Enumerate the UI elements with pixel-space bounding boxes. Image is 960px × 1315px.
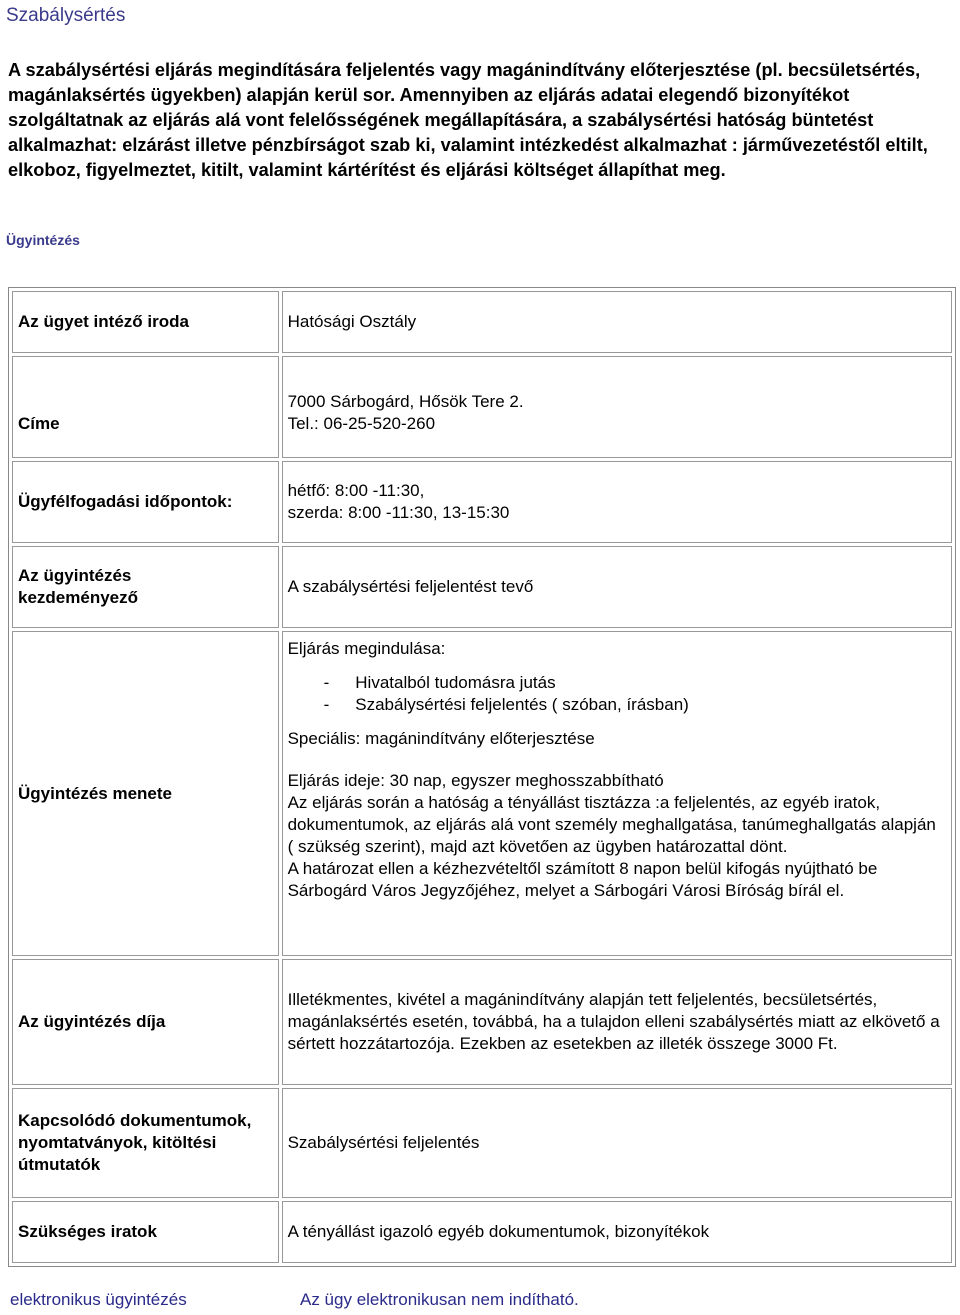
info-table [8,287,956,1267]
table-row-process [12,631,952,956]
address-value [282,356,952,458]
electronic-admin-value: Az ügy elektronikusan nem indítható. [300,1290,579,1309]
table-row-required [12,1201,952,1263]
office-value: Hatósági Osztály [282,291,952,353]
process-duration: Eljárás ideje: 30 nap, egyszer meghosszabbítható [287,771,664,790]
list-item: - Hivatalból tudomásra jutás [323,673,556,692]
address-label: Címe [12,356,279,458]
table-row-fee [12,959,952,1085]
initiator-label: Az ügyintézés kezdeményező [12,546,279,628]
process-label: Ügyintézés menete [12,631,279,956]
table-row-hours [12,461,952,543]
table-row-initiator [12,546,952,628]
fee-label: Az ügyintézés díja [12,959,279,1085]
hours-line: hétfő: 8:00 -11:30, [287,481,425,500]
initiator-value: A szabálysértési feljelentést tevő [282,546,952,628]
docs-value: Szabálysértési feljelentés [282,1088,952,1198]
docs-label: Kapcsolódó dokumentumok, nyomtatványok, kitöltési útmutatók [12,1088,279,1198]
list-item: - Szabálysértési feljelentés ( szóban, írásban) [323,695,689,714]
table-row-docs [12,1088,952,1198]
table-row-office [12,291,952,353]
electronic-admin-label: elektronikus ügyintézés [10,1290,187,1309]
hours-label: Ügyfélfogadási időpontok: [12,461,279,543]
office-label: Az ügyet intéző iroda [12,291,279,353]
section-label: Ügyintézés [6,232,80,248]
hours-line: szerda: 8:00 -11:30, 13-15:30 [287,503,510,522]
hours-value [282,461,952,543]
process-detail: Az eljárás során a hatóság a tényállást tisztázza :a feljelentés, az egyéb iratok, dokumentumok, az eljárás alá vont személy meghallgatása, tanúmeghallgatás alapján ( szükség szerint), majd azt követően az ügyben határozattal dönt. [287,793,936,856]
fee-value: Illetékmentes, kivétel a magánindítvány alapján tett feljelentés, becsületsértés, magánlaksértés esetén, továbbá, ha a tulajdon elleni szabálysértés miatt az elkövető a sértett hozzátartozója. Ezekben az esetekben az illeték összege 3000 Ft. [282,959,952,1085]
address-line: 7000 Sárbogárd, Hősök Tere 2. [287,392,524,411]
process-special: Speciális: magánindítvány előterjesztése [287,729,595,748]
page-title: Szabálysértés [6,5,126,26]
process-value [282,631,952,956]
required-value: A tényállást igazoló egyéb dokumentumok, bizonyítékok [282,1201,952,1263]
process-appeal: A határozat ellen a kézhezvételtől számított 8 napon belül kifogás nyújtható be Sárbogárd Város Jegyzőjéhez, melyet a Sárbogári Városi Bíróság bírál el. [287,859,878,900]
intro-paragraph: A szabálysértési eljárás megindítására feljelentés vagy magánindítvány előterjesztése (pl. becsületsértés, magánlaksértés ügyekben) alapján kerül sor. Amennyiben az eljárás adatai elegendő bizonyítékot szolgáltatnak az eljárás alá vont felelősségének megállapítására, a szabálysértési hatóság büntetést alkalmazhat: elzárást illetve pénzbírságot szab ki, valamint intézkedést alkalmazhat : járművezetéstől eltilt, elkoboz, figyelmeztet, kitilt, valamint kártérítést és eljárási költséget állapíthat meg. [8,60,928,180]
table-row-address [12,356,952,458]
process-start: Eljárás megindulása: [287,639,446,658]
required-label: Szükséges iratok [12,1201,279,1263]
phone-line: Tel.: 06-25-520-260 [287,414,436,433]
